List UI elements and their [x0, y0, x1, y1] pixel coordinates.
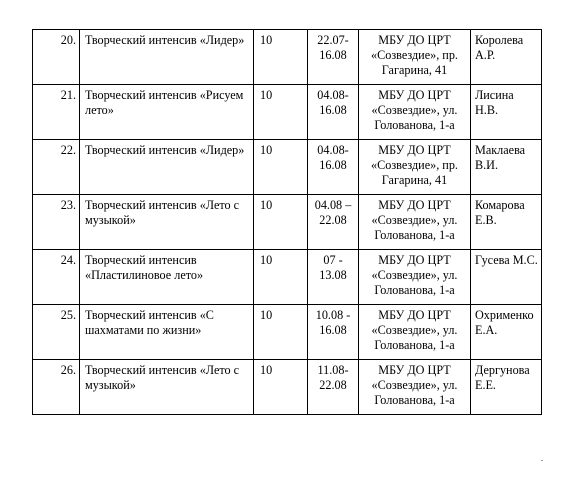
row-number: 25.	[33, 305, 80, 360]
table-row	[33, 250, 542, 305]
age-value: 10	[254, 305, 308, 360]
row-number: 24.	[33, 250, 80, 305]
dates-value: 04.08 – 22.08	[308, 195, 359, 250]
responsible-person: Королева А.Р.	[471, 30, 542, 85]
responsible-person: Дергунова Е.Е.	[471, 360, 542, 415]
place-value: МБУ ДО ЦРТ «Созвездие», ул. Голованова, 1-а	[359, 195, 471, 250]
age-value: 10	[254, 360, 308, 415]
age-value: 10	[254, 140, 308, 195]
program-name: Творческий интенсив «Рисуем лето»	[80, 85, 254, 140]
dates-value: 11.08-22.08	[308, 360, 359, 415]
age-value: 10	[254, 195, 308, 250]
dates-value: 04.08-16.08	[308, 85, 359, 140]
place-value: МБУ ДО ЦРТ «Созвездие», ул. Голованова, 1-а	[359, 360, 471, 415]
age-value: 10	[254, 85, 308, 140]
place-value: МБУ ДО ЦРТ «Созвездие», ул. Голованова, 1-а	[359, 305, 471, 360]
age-value: 10	[254, 30, 308, 85]
schedule-table	[32, 29, 542, 415]
program-name: Творческий интенсив «С шахматами по жизни»	[80, 305, 254, 360]
program-name: Творческий интенсив «Лето с музыкой»	[80, 360, 254, 415]
responsible-person: Комарова Е.В.	[471, 195, 542, 250]
dates-value: 10.08 - 16.08	[308, 305, 359, 360]
table-row	[33, 85, 542, 140]
row-number: 26.	[33, 360, 80, 415]
responsible-person: Гусева М.С.	[471, 250, 542, 305]
program-name: Творческий интенсив «Лето с музыкой»	[80, 195, 254, 250]
place-value: МБУ ДО ЦРТ «Созвездие», ул. Голованова, 1-а	[359, 250, 471, 305]
program-name: Творческий интенсив «Лидер»	[80, 140, 254, 195]
row-number: 21.	[33, 85, 80, 140]
table-row	[33, 195, 542, 250]
table-row	[33, 305, 542, 360]
age-value: 10	[254, 250, 308, 305]
program-name: Творческий интенсив «Лидер»	[80, 30, 254, 85]
responsible-person: Лисина Н.В.	[471, 85, 542, 140]
table-row	[33, 140, 542, 195]
row-number: 20.	[33, 30, 80, 85]
schedule-table-container	[32, 29, 542, 415]
dates-value: 22.07-16.08	[308, 30, 359, 85]
place-value: МБУ ДО ЦРТ «Созвездие», пр. Гагарина, 41	[359, 140, 471, 195]
dates-value: 07 - 13.08	[308, 250, 359, 305]
table-row	[33, 30, 542, 85]
responsible-person: Маклаева В.И.	[471, 140, 542, 195]
page-speck	[541, 460, 543, 461]
responsible-person: Охрименко Е.А.	[471, 305, 542, 360]
table-row	[33, 360, 542, 415]
place-value: МБУ ДО ЦРТ «Созвездие», ул. Голованова, 1-а	[359, 85, 471, 140]
dates-value: 04.08-16.08	[308, 140, 359, 195]
program-name: Творческий интенсив «Пластилиновое лето»	[80, 250, 254, 305]
place-value: МБУ ДО ЦРТ «Созвездие», пр. Гагарина, 41	[359, 30, 471, 85]
row-number: 23.	[33, 195, 80, 250]
row-number: 22.	[33, 140, 80, 195]
